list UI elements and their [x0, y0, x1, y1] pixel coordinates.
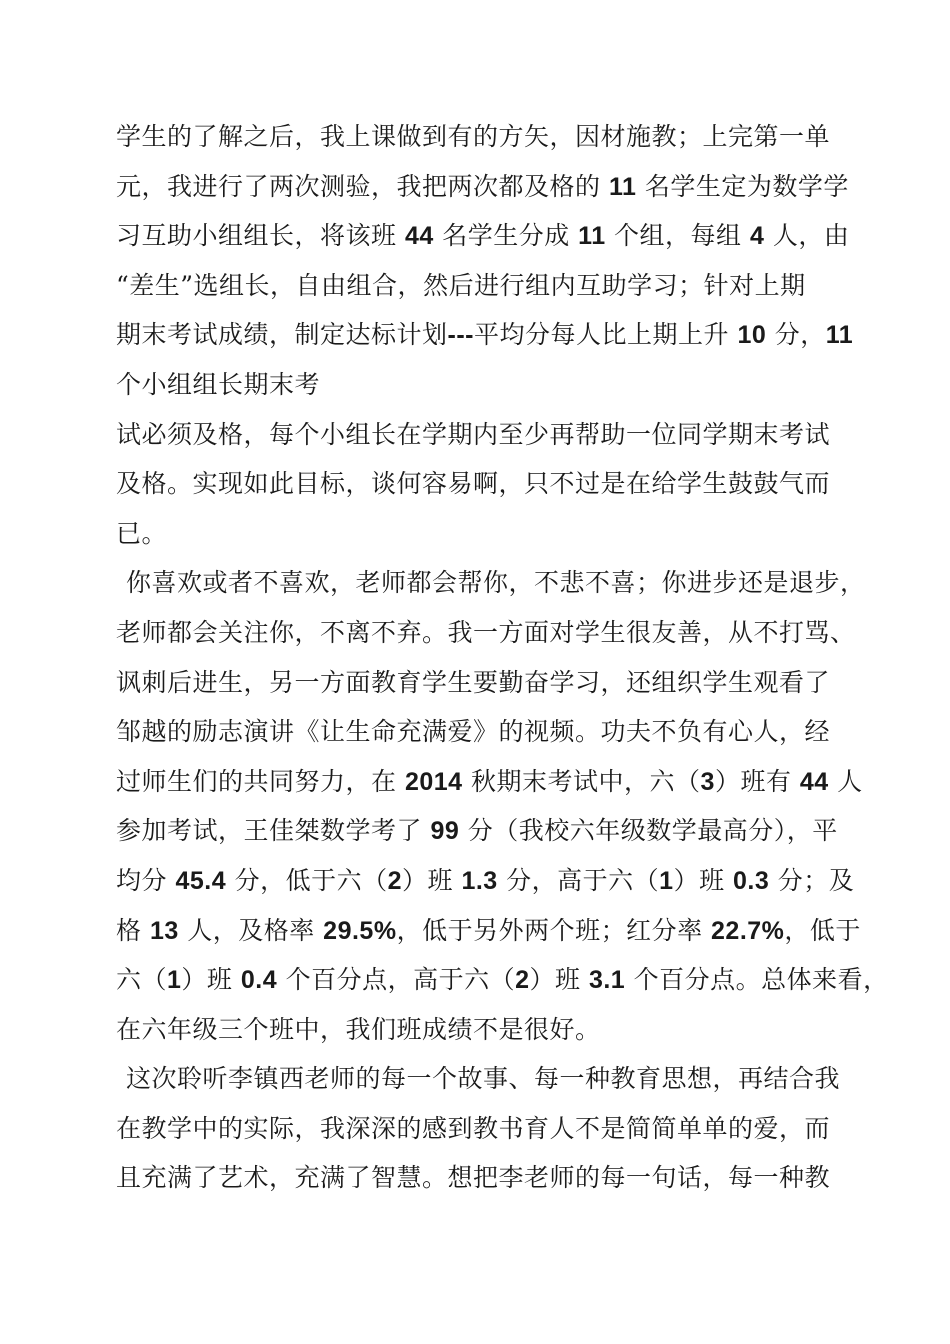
text-line: 已。 — [116, 518, 168, 548]
text-line: 期末考试成绩，制定达标计划---平均分每人比上期上升 10 分，11 — [116, 320, 854, 350]
bold-number: 1 — [659, 866, 674, 895]
text-line: 你喜欢或者不喜欢，老师都会帮你，不悲不喜；你进步还是退步， — [126, 568, 866, 598]
bold-number: 99 — [430, 817, 460, 846]
text-line: 均分 45.4 分，低于六（2）班 1.3 分，高于六（1）班 0.3 分；及 — [116, 865, 855, 895]
bold-number: 44 — [799, 767, 829, 796]
text-line: 试必须及格，每个小组长在学期内至少再帮助一位同学期末考试 — [116, 419, 831, 449]
bold-number: 11 — [578, 222, 606, 251]
bold-number: 44 — [404, 222, 434, 251]
bold-number: 13 — [149, 916, 179, 945]
bold-number: 1 — [167, 966, 182, 995]
bold-number: 2 — [515, 966, 530, 995]
text-line: 讽刺后进生，另一方面教育学生要勤奋学习，还组织学生观看了 — [116, 667, 831, 697]
text-line: 且充满了艺术，充满了智慧。想把李老师的每一句话，每一种教 — [116, 1163, 831, 1193]
bold-number: 11 — [608, 172, 637, 201]
text-line: 在教学中的实际，我深深的感到教书育人不是简简单单的爱，而 — [116, 1113, 831, 1143]
bold-number: 22.7% — [711, 916, 785, 945]
text-line: 老师都会关注你，不离不弃。我一方面对学生很友善，从不打骂、 — [116, 617, 856, 647]
bold-number: 0.4 — [240, 966, 278, 995]
text-line: 邹越的励志演讲《让生命充满爱》的视频。功夫不负有心人，经 — [116, 717, 831, 747]
bold-number: 2014 — [404, 767, 463, 796]
bold-number: 3 — [700, 767, 715, 796]
bold-number: 2 — [387, 866, 402, 895]
text-line: “差生”选组长，自由组合，然后进行组内互助学习；针对上期 — [116, 270, 806, 300]
bold-number: 3.1 — [588, 966, 626, 995]
text-line: 参加考试，王佳桀数学考了 99 分（我校六年级数学最高分），平 — [116, 816, 838, 846]
bold-number: 29.5% — [323, 916, 397, 945]
body-text — [116, 112, 889, 1203]
bold-number: 45.4 — [175, 866, 227, 895]
bold-number: 11 — [825, 321, 854, 350]
text-line: 个小组组长期末考 — [116, 369, 321, 399]
text-line: 过师生们的共同努力，在 2014 秋期末考试中，六（3）班有 44 人 — [116, 766, 863, 796]
text-line: 六（1）班 0.4 个百分点，高于六（2）班 3.1 个百分点。总体来看， — [116, 965, 889, 995]
text-line: 元，我进行了两次测验，我把两次都及格的 11 名学生定为数学学 — [116, 171, 849, 201]
bold-number: 0.3 — [733, 866, 770, 895]
bold-number: 10 — [737, 321, 767, 350]
bold-number: 1.3 — [461, 866, 498, 895]
bold-number: --- — [447, 321, 474, 350]
text-line: 学生的了解之后，我上课做到有的方矢，因材施教；上完第一单 — [116, 122, 831, 151]
text-line: 这次聆听李镇西老师的每一个故事、每一种教育思想，再结合我 — [126, 1064, 841, 1094]
text-line: 格 13 人，及格率 29.5%，低于另外两个班；红分率 22.7%，低于 — [116, 915, 861, 945]
text-line: 在六年级三个班中，我们班成绩不是很好。 — [116, 1014, 601, 1044]
bold-number: 4 — [750, 222, 765, 251]
text-line: 习互助小组组长，将该班 44 名学生分成 11 个组，每组 4 人，由 — [116, 221, 850, 251]
text-line: 及格。实现如此目标，谈何容易啊，只不过是在给学生鼓鼓气而 — [116, 469, 831, 499]
